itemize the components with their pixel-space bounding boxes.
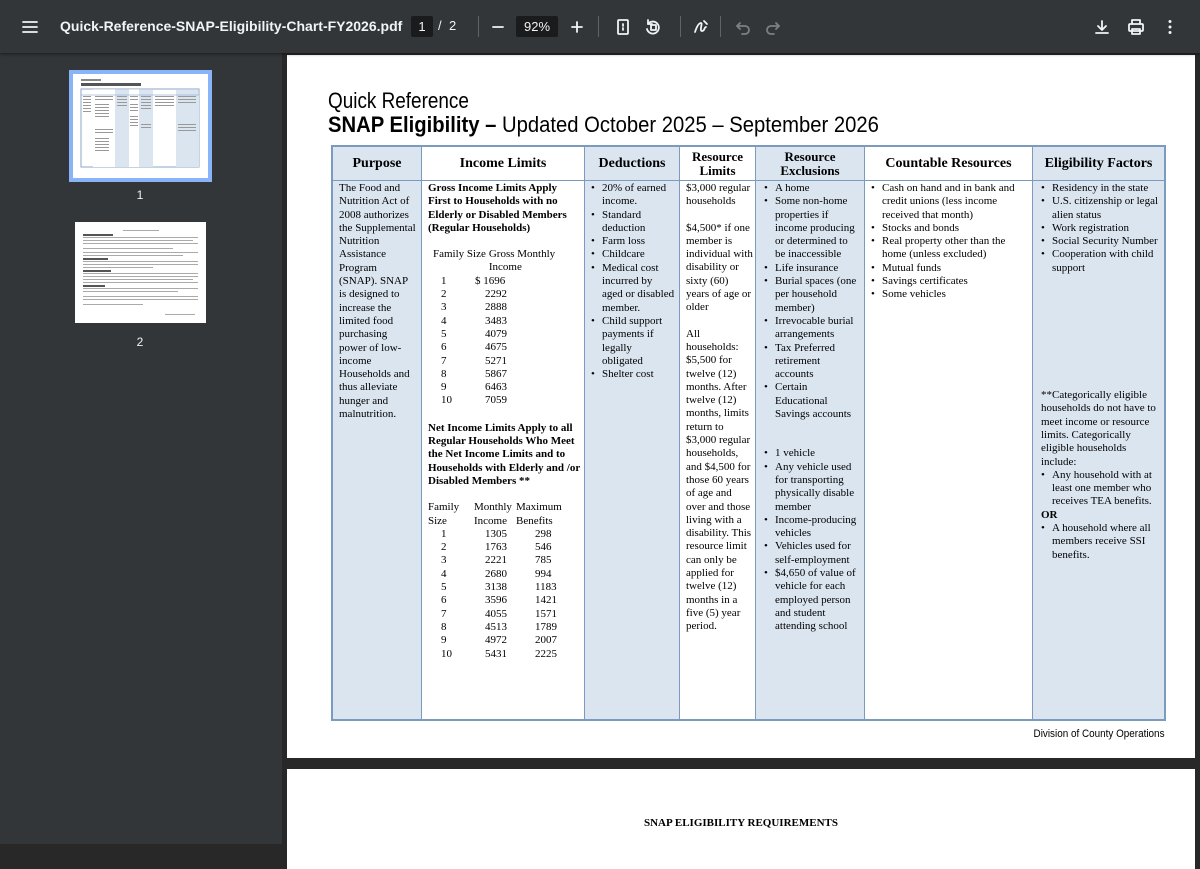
- table-row: 9 6463: [441, 381, 507, 394]
- table-row: 8 5867: [441, 367, 507, 380]
- table-row: 6 3596 1421: [441, 594, 557, 607]
- list-item: • Some non-home properties if income producing or determined to be inaccessible: [764, 195, 860, 261]
- zoom-input[interactable]: 92%: [516, 16, 558, 37]
- resource-limits-header: Resource Limits: [680, 147, 755, 181]
- purpose-column: [333, 147, 421, 719]
- list-item: • $4,650 of value of vehicle for each employed person and student attending school: [764, 567, 860, 633]
- net-col-income: Monthly Income: [474, 501, 512, 527]
- column-divider: [679, 147, 680, 719]
- eligibility-column: [1033, 147, 1164, 719]
- thumbnail-preview: [75, 222, 206, 323]
- annotate-icon[interactable]: [690, 16, 712, 38]
- page-footer: Division of County Operations: [1034, 728, 1165, 740]
- page-separator: /: [438, 18, 442, 33]
- resource-exclusions-header: Resource Exclusions: [756, 147, 864, 181]
- resource-limits-regular: $3,000 regular households: [686, 182, 751, 208]
- table-row: 4 2680 994: [441, 567, 552, 580]
- list-item: • Childcare: [591, 248, 675, 261]
- pdf-page-2: [287, 769, 1195, 869]
- resource-limits-all: All households: $5,500 for twelve (12) months. After twelve (12) months, limits return to $3,000 regular households, and $4,500 for those 60 years of age and over and those living with a disability. This resource limit can only be applied for twelve (12) months in a five (5) year period.: [686, 327, 752, 633]
- list-item: • U.S. citizenship or legal alien status: [1041, 195, 1160, 222]
- column-divider: [421, 147, 422, 719]
- zoom-out-icon[interactable]: [487, 16, 509, 38]
- gross-col-income: Gross Monthly Income: [488, 248, 556, 274]
- table-row: 5 3138 1183: [441, 581, 557, 594]
- list-item: • A household where all members receive SSI benefits.: [1041, 522, 1160, 562]
- net-col-family-size: Family Size: [428, 501, 460, 527]
- page-number-input[interactable]: 1: [411, 16, 433, 37]
- more-icon[interactable]: [1159, 16, 1181, 38]
- thumbnail-sidebar: [0, 53, 282, 844]
- table-row: 4 3483: [441, 314, 507, 327]
- zoom-in-icon[interactable]: [566, 16, 588, 38]
- table-row: 2 1763 546: [441, 541, 552, 554]
- table-row: 8 4513 1789: [441, 620, 557, 633]
- redo-icon[interactable]: [762, 16, 784, 38]
- net-income-rows: [441, 528, 557, 661]
- eligibility-table: [331, 145, 1166, 721]
- toolbar-divider: [720, 16, 721, 37]
- toolbar-divider: [478, 16, 479, 37]
- list-item: • Farm loss: [591, 235, 675, 248]
- categorical-note: **Categorically eligible households do not have to meet income or resource limits. Categorically eligible households include:: [1041, 389, 1156, 468]
- column-divider: [1032, 147, 1033, 719]
- header-quick-reference: Quick Reference: [328, 88, 469, 113]
- list-item: • Work registration: [1041, 222, 1160, 235]
- list-item: • Medical cost incurred by aged or disabled member.: [591, 262, 675, 315]
- list-item: • Income-producing vehicles: [764, 514, 860, 541]
- income-column: [422, 147, 584, 719]
- table-row: 3 2888: [441, 301, 507, 314]
- gross-income-rows: [441, 275, 507, 408]
- list-item: • Certain Educational Savings accounts: [764, 381, 860, 421]
- table-row: 2 2292: [441, 288, 507, 301]
- resource-limits-column: [680, 147, 755, 719]
- document-title: Quick-Reference-SNAP-Eligibility-Chart-FY2026.pdf: [60, 18, 403, 34]
- list-item: • Burial spaces (one per household member): [764, 275, 860, 315]
- deductions-header: Deductions: [585, 147, 679, 181]
- net-income-table: [428, 501, 580, 528]
- page-thumbnail-2[interactable]: [75, 222, 206, 323]
- countable-resources-column: [865, 147, 1032, 719]
- income-header: Income Limits: [422, 147, 584, 181]
- resource-limits-elderly: $4,500* if one member is individual with disability or sixty (60) years of age or older: [686, 221, 753, 314]
- table-row: 5 4079: [441, 327, 507, 340]
- table-row: 3 2221 785: [441, 554, 552, 567]
- list-item: • 1 vehicle: [764, 447, 860, 460]
- countable-header: Countable Resources: [865, 147, 1032, 181]
- gross-income-table: [428, 248, 566, 275]
- or-label: OR: [1041, 508, 1058, 521]
- gross-income-heading: Gross Income Limits Apply First to Households with no Elderly or Disabled Members (Regular Households): [428, 182, 567, 234]
- table-row: 6 4675: [441, 341, 507, 354]
- pdf-toolbar: [0, 0, 1200, 53]
- thumbnail-label-2: 2: [136, 335, 144, 349]
- list-item: • Mutual funds: [871, 262, 1028, 275]
- list-item: • Residency in the state: [1041, 182, 1160, 195]
- list-item: • Stocks and bonds: [871, 222, 1028, 235]
- column-divider: [584, 147, 585, 719]
- table-row: 9 4972 2007: [441, 634, 557, 647]
- list-item: • Real property other than the home (unless excluded): [871, 235, 1028, 262]
- table-row: 7 5271: [441, 354, 507, 367]
- list-item: • Savings certificates: [871, 275, 1028, 288]
- list-item: • A home: [764, 182, 860, 195]
- page2-title: SNAP ELIGIBILITY REQUIREMENTS: [644, 817, 838, 829]
- table-row: 10 5431 2225: [441, 647, 557, 660]
- resource-exclusions-column: [756, 147, 864, 719]
- pdf-page-1: [287, 55, 1195, 758]
- header-title: [328, 112, 879, 138]
- list-item: • Tax Preferred retirement accounts: [764, 342, 860, 382]
- toolbar-divider: [680, 16, 681, 37]
- list-item: • Any vehicle used for transporting physically disable member: [764, 461, 860, 514]
- thumbnail-preview: [73, 74, 208, 178]
- list-item: • Social Security Number: [1041, 235, 1160, 248]
- list-item: • Life insurance: [764, 262, 860, 275]
- header-title-dates: Updated October 2025 – September 2026: [496, 112, 879, 137]
- header-title-bold: SNAP Eligibility –: [328, 112, 497, 137]
- table-row: 7 4055 1571: [441, 607, 557, 620]
- list-item: • Standard deduction: [591, 209, 675, 236]
- table-row: 10 7059: [441, 394, 507, 407]
- list-item: • Cash on hand and in bank and credit unions (less income received that month): [871, 182, 1028, 222]
- menu-icon[interactable]: [19, 16, 41, 38]
- gross-col-family-size: Family Size: [433, 248, 486, 261]
- eligibility-header: Eligibility Factors: [1033, 147, 1164, 181]
- list-item: • Child support payments if legally obligated: [591, 315, 675, 368]
- list-item: • Vehicles used for self-employment: [764, 540, 860, 567]
- list-item: • Shelter cost: [591, 368, 675, 381]
- deductions-column: [585, 147, 679, 719]
- net-col-benefits: Maximum Benefits: [516, 501, 562, 527]
- rotate-icon[interactable]: [642, 16, 664, 38]
- print-icon[interactable]: [1125, 16, 1147, 38]
- list-item: • Any household with at least one member who receives TEA benefits.: [1041, 469, 1160, 509]
- table-row: 1 1305 298: [441, 527, 552, 540]
- fit-page-icon[interactable]: [612, 16, 634, 38]
- toolbar-divider: [598, 16, 599, 37]
- list-item: • Irrevocable burial arrangements: [764, 315, 860, 342]
- list-item: • Cooperation with child support: [1041, 248, 1160, 275]
- list-item: • Some vehicles: [871, 288, 1028, 301]
- table-row: 1 $ 1696: [441, 274, 506, 287]
- purpose-header: Purpose: [333, 147, 421, 181]
- thumbnail-label-1: 1: [136, 188, 144, 202]
- column-divider: [755, 147, 756, 719]
- total-pages: 2: [449, 18, 457, 33]
- list-item: • 20% of earned income.: [591, 182, 675, 209]
- net-income-heading: Net Income Limits Apply to all Regular Households Who Meet the Net Income Limits and to Households with Elderly and /or Disabled Members **: [428, 421, 580, 487]
- purpose-text: The Food and Nutrition Act of 2008 authorizes the Supplemental Nutrition Assistance Program (SNAP). SNAP is designed to increase the limited food purchasing power of low-income Households and thus alleviate hunger and malnutrition.: [339, 182, 416, 421]
- download-icon[interactable]: [1091, 16, 1113, 38]
- page-thumbnail-1[interactable]: [69, 70, 212, 182]
- undo-icon[interactable]: [732, 16, 754, 38]
- column-divider: [864, 147, 865, 719]
